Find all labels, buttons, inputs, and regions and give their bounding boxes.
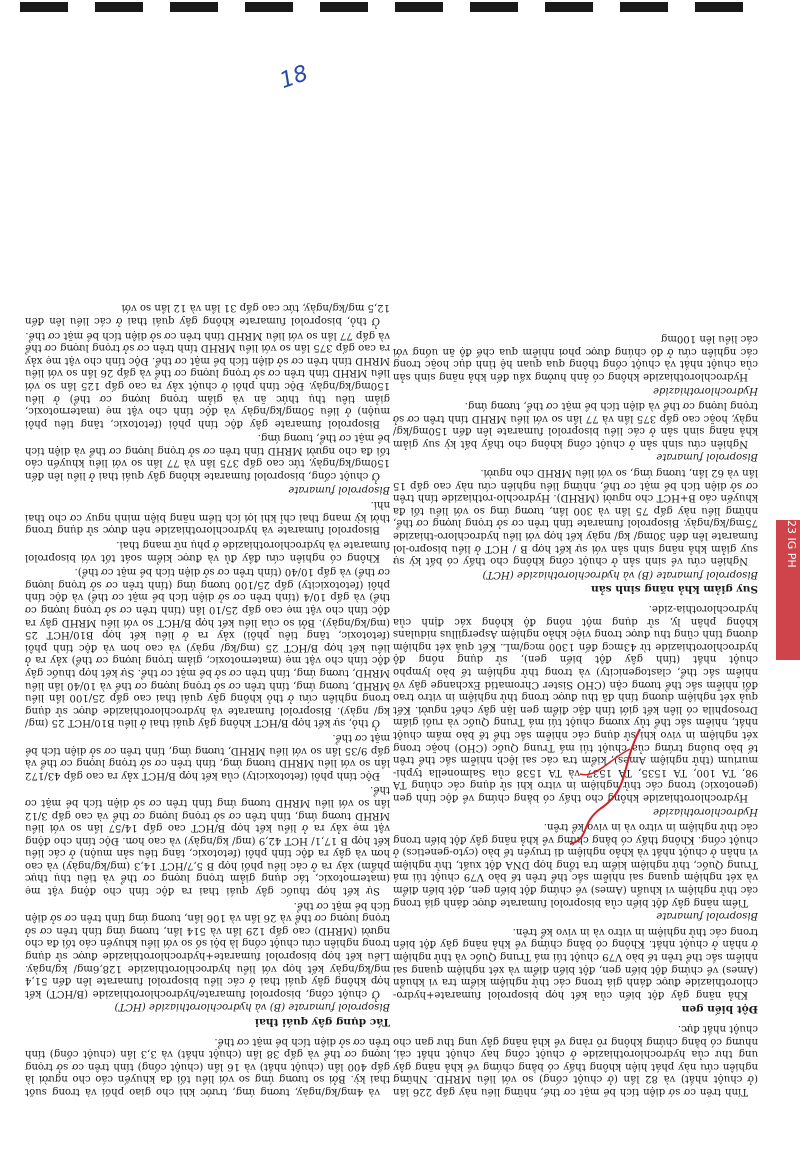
mutagenesis-bisoprolol-paragraph: Tiềm năng gây đột biến của bisoprolol fumarate được đánh giá trong các thử nghiệm vi khuẩn (Ames) về chứng đột biến gen, đột biến điểm và xét nghiệm quang sai nhiễm sắc thể trên tế bào V79 chuột túi má Trung Quốc, thử nghiệm kiểm tra tổng hợp DNA đột xuất, thử nghiệm vi nhân ở chuột nhắt và khảo nghiệm di truyền tế bào (cyto-genetics) ở chuột cống. Không thấy có bằng chứng về khả năng gây đột biến trong các thử nghiệm in vitro và in vivo kể trên.	[393, 821, 758, 908]
subheading-bisoprolol-teratogenic: Bisoprolol fumarate	[288, 483, 390, 495]
heading-fertility: Suy giảm khả năng sinh sản	[591, 583, 758, 596]
red-signature-mark	[560, 719, 650, 849]
subheading-combination-teratogenic: Bisoprolol fumarate (B) và hydrochlorothiazide (HCT)	[114, 1001, 390, 1013]
fertility-continued-paragraph: và 4mg/kg/ngày, tương ứng, trước khi cho giao phối và trong suốt thai kỳ. Bởi so tương ứng so với liều tối đa khuyến cáo cho người là gấp 400 lần (chuột nhắt) và 16 lần (chuột cống) tính trên cơ sở trọng lượng cơ thể và gấp 38 lần (chuột nhắt) và 3,3 lần (chuột cống) tính trên cơ sở diện tích bề mặt cơ thể.	[25, 1035, 390, 1097]
right-column	[25, 57, 390, 1097]
heading-mutagenesis: Đột biến gen	[681, 1003, 758, 1016]
teratogenic-rat-paragraph: Ở chuột cống, bisoprolol fumarate/hydrochlorothiazide (B/HCT) kết hợp không gây quái thai ở các liều bisoprolol fumarate lên đến 51,4 mg/kg/ngày kết hợp với liều hydrochlorothiazide 128,6mg/ kg/ngày. Liều kết hợp bisoprolol fumarate+hydrochlorothiazide được sử dụng trong nghiên cứu chuột cống là bội số so với liều khuyến cáo tối đa cho người (MRHD) cao gấp 129 lần và 514 lần, tương ứng tính trên cơ sở trọng lượng cơ thể và 26 lần và 106 lần, tương ứng tính trên cơ sở diện tích bề mặt cơ thể.	[25, 899, 390, 999]
pregnancy-studies-paragraph: Không có nghiên cứu đầy đủ và được kiểm soát tốt với bisoprolol fumarate và hydrochlorothiazide ở phụ nữ mang thai.	[25, 539, 390, 563]
edge-text: 23 IG PH	[785, 520, 798, 568]
subheading-bisoprolol: Bisoprolol fumarate	[656, 910, 758, 922]
mutagenesis-hct-paragraph: Hydrochlorothiazide không cho thấy có bằng chứng về độc tính gen (genotoxic) trong các thử nghiệm in vitro khi sử dụng các chủng TA 98, TA 100, TA 1535, TA 1537 và TA 1538 của Salmonella typhi-murium (thử nghiệm Ames), kiểm tra các sai lệch nhiễm sắc thể trên tế bào buồng trứng của chuột túi má Trung Quốc (CHO) hoặc trong xét nghiệm in vivo khi sử dụng các nhiễm sắc thể tế bào mầm chuột nhắt, nhiễm sắc thể tủy xương chuột túi má Trung Quốc và ruồi giấm Drosophila có liên kết giới tính đặc điểm gen lặn gây chết người. Kết quả xét nghiệm dương tính đã thu được trong thử nghiệm in vitro trao đổi nhiễm sắc thể tương cận (CHO Sister Chromatid Exchange gây vỡ nhiễm sắc thể, clastogenicity) và trong thử nghiệm tế bào lympho chuột nhắt (tính gây đột biến gen), sử dụng nồng độ hydrochlorothiazide từ 43mcg đến 1300 mcg/mL. Kết quả xét nghiệm dương tính cũng thu được trong việc khảo nghiệm Aspergillus nidulans không phân ly, sử dụng một nồng độ không xác định của hydrochlorothia-zide.	[393, 603, 758, 803]
subheading-combination: Bisoprolol fumarate (B) và hydrochlorothiazide (HCT)	[482, 568, 758, 580]
bisoprolol-rat-paragraph: Ở chuột cống, bisoprolol fumarate không gây quái thai ở liều lên đến 150mg/kg/ngày, tức cao gấp 375 lần và 77 lần so với liều khuyến cáo tối đa cho người MRHD tính trên cơ sở trọng lượng cơ thể và diện tích bề mặt cơ thể, tương ứng.	[25, 432, 390, 482]
subheading-hydrochlorothiazide: Hydrochlorothiazide	[652, 805, 758, 817]
subheading-bisoprolol-fertility: Bisoprolol fumarate	[656, 451, 758, 463]
pregnancy-use-paragraph: Bisoprolol fumarate và hydrochlorothiazide nên được sử dụng trong thời kỳ mang thai chỉ khi lợi ích tiềm năng biện minh nguy cơ cho thai nhi.	[25, 499, 390, 536]
fertility-bisoprolol-paragraph: Nghiên cứu sinh sản ở chuột cống không cho thấy bất kỳ suy giảm khả năng sinh sản ở các liều bisoprolol fumarate lên đến 150mg/kg/ ngày, hoặc cao gấp 375 lần và 77 lần so với liều MRHD tính trên cơ sở trọng lượng cơ thể và diện tích bề mặt cơ thể, tương ứng.	[393, 400, 758, 449]
heading-teratogenic: Tác dụng gây quái thai	[254, 1016, 390, 1029]
handwritten-page-number: 18	[276, 60, 312, 95]
rabbit-paragraph: Ở thỏ, sự kết hợp B/HCT không gây quái thai ở liều B10/HCT 25 (mg/ kg/ ngày). Bisoprolol fumarate và hydrochlorothiazide được sử dụng trong nghiên cứu ở thỏ không gây quái thai cao gấp 25/100 lần liều MRHD, tương ứng, tính trên cơ sở trọng lượng cơ thể và 10/40 lần liều MRHD, tương ứng, tính trên cơ sở bề mặt cơ thể. Sự kết hợp thuốc gây độc tính cho vật mẹ (maternotoxic, giảm trọng lượng cơ thể) xảy ra ở liều kết hợp B/HCT 25 (mg/kg/ ngày) và cao hơn và độc tính phôi (fetotoxic, tăng tiêu phôi) xảy ra ở liều kết hợp B10/HCT 25 (mg/kg/ngày). Bởi so của liều kết hợp B/HCT so với liều MRHD gây ra độc tính cho vật mẹ cao gấp 25/10 lần (tính trên cơ sở trọng lượng cơ thể) và gấp 10/4 (tính trên cơ sở diện tích bề mặt cơ thể) và độc tính phôi (fetotoxicity) gấp 25/100 tương ứng (tính trên cơ sở trọng lượng cơ thể) và gấp 10/40 (tính trên cơ sở diện tích bề mặt cơ thể).	[25, 566, 390, 729]
fetotoxic-paragraph: Độc tính phôi (fetotoxicity) của kết hợp B/HCT xảy ra cao gấp 43/172 lần so với liều MRHD tương ứng, tính trên cơ sở trọng lượng cơ thể và gấp 9/35 lần so với liều MRHD, tương ứng, tính trên cơ sở diện tích bề mặt cơ thể.	[25, 731, 390, 781]
subheading-hct-fertility: Hydrochlorothiazide	[652, 384, 758, 396]
left-column	[393, 57, 758, 1097]
bisoprolol-rabbit-paragraph: Ở thỏ, bisoprolol fumarate không gây quái thai ở các liều lên đến 12,5 mg/kg/ngày, tức cao gấp 31 lần và 12 lần so với	[25, 302, 390, 326]
fertility-combo-paragraph: Nghiên cứu về sinh sản ở chuột cống không cho thấy có bất kỳ sự suy giảm khả năng sinh sản với sự kết hợp B / HCT ở liều bisopro-lol fumarate lên đến 30mg/ kg/ ngày kết hợp với liều hydrochloro-thiazide 75mg/kg/ngày. Bisoprolol fumarate tính trên cơ sở trọng lượng cơ thể, những liều này gấp 75 lần và 300 lần, tương ứng so với liều tối đa khuyến cáo B+HCT cho người (MRHD). Hydrochlo-rothiazide tính trên cơ sở diện tích bề mặt cơ thể, những liều nghiên cứu này cao gấp 15 lần và 62 lần, tương ứng, so với liều MRHD cho người.	[393, 467, 758, 567]
bisoprolol-fetotoxic-paragraph: Bisoprolol fumarate gây độc tính phôi (fetotoxic, tăng tiêu phôi muộn) ở liều 50mg/kg/ngày và độc tính cho vật mẹ (maternotoxic, giảm tiêu thụ thức ăn và giảm trọng lượng cơ thể) ở liều 150mg/kg/ngày. Độc tính phôi ở chuột xảy ra cao gấp 125 lần so với liều MRHD tính trên cơ sở trọng lượng cơ thể và gấp 26 lần so với liều MRHD tính trên cơ sở diện tích bề mặt cơ thể. Độc tính cho vật mẹ xảy ra cao gấp 375 lần so với liều MRHD tính trên cơ sở trọng lượng cơ thể và gấp 77 lần so với liều MRHD tính trên cơ sở diện tích bề mặt cơ thể.	[25, 329, 390, 429]
fertility-hct-paragraph: Hydrochlorothiazide không có ảnh hưởng xấu đến khả năng sinh sản của chuột nhắt và chuột cống thông qua quan hệ tình dục hoặc trong các nghiên cứu ở đó chúng được phơi nhiễm qua chế độ ăn uống với các liều lên 100mg	[393, 333, 758, 382]
carcinogenicity-paragraph: Tính trên cơ sở diện tích bề mặt cơ thể, những liều này gấp 226 lần (ở chuột nhắt) và 82 lần (ở chuột cống) so với liều MRHD. Những nghiên cứu này phát hiện không thấy có bằng chứng về khả năng gây ung thư của hydrochlorothiazide ở chuột cống hay chuột nhắt cái, nhưng có bằng chứng không rõ ràng về khả năng gây ung thư gan cho chuột nhắt đực.	[393, 1023, 758, 1097]
mutagenesis-combo-paragraph: Khả năng gây đột biến của kết hợp bisoprolol fumarate+hydro-chlorothiazide được đánh giá trong các thử nghiệm kiểm tra vi khuẩn (Ames) về chứng đột biến gen, đột biến điểm và xét nghiệm quang sai nhiễm sắc thể trên tế bào V79 chuột túi má Trung Quốc và thử nghiệm ở nhân ở chuột nhắt. Không có bằng chứng về khả năng gây đột biến trong các thử nghiệm in vitro và in vivo kể trên.	[393, 925, 758, 1000]
maternotoxic-paragraph: Sự kết hợp thuốc gây quái thai ra độc tính cho động vật mẹ (maternotoxic, tác dụng giảm trọng lượng cơ thể và tiêu thụ thực phẩm) xảy ra ở các liều phối hợp B 5,7/HCT 14,3 (mg/kg/ngày) và cao hơn và gây ra độc tính phôi (fetotoxic, tăng tiêu sản muộn) ở các liều kết hợp B 17,1/ HCT 42,9 (mg/ kg/ngày) và cao hơn. Độc tính cho động vật mẹ xảy ra ở liều kết hợp B/HCT cao gấp 14/57 lần so với liều MRHD tương ứng, tính trên cơ sở trọng lượng cơ thể và cao gấp 3/12 lần so với liều MRHD tương ứng tính trên cơ sở diện tích bề mặt cơ thể.	[25, 784, 390, 897]
